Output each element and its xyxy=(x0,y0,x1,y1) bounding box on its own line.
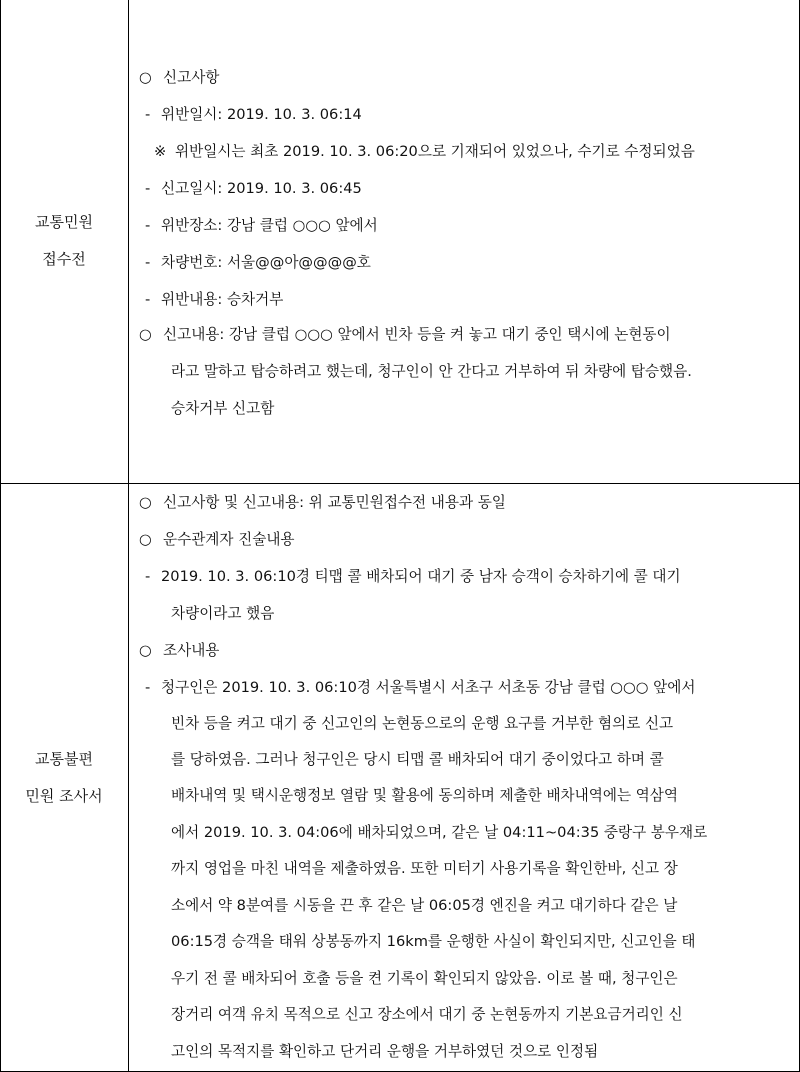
investigation-heading xyxy=(129,632,800,669)
line-text: 위반장소: 강남 클럽 ○○○ 앞에서 xyxy=(161,217,378,234)
dash-bullet: - xyxy=(145,254,151,271)
dash-bullet: - xyxy=(145,291,151,308)
line-text: 고인의 목적지를 확인하고 단거리 운행을 거부하였던 것으로 인정됨 xyxy=(171,1043,599,1060)
line-text: 승차거부 신고함 xyxy=(171,400,275,417)
section1-content xyxy=(129,0,800,483)
section1-label-line-1: 교통민원 xyxy=(35,213,93,231)
line-text: 신고내용: 강남 클럽 ○○○ 앞에서 빈차 등을 켜 놓고 대기 중인 택시에 논현동이 xyxy=(163,326,671,343)
line-text: 차량번호: 서울@@아@@@@호 xyxy=(161,254,371,271)
line-text: 배차내역 및 택시운행정보 열람 및 활용에 동의하며 제출한 배차내역에는 역삼역 xyxy=(171,787,678,804)
investigation-content-cont xyxy=(129,850,800,887)
investigation-content-cont xyxy=(129,960,800,997)
investigation-content xyxy=(129,669,800,706)
dash-bullet: - xyxy=(145,568,151,585)
report-content xyxy=(129,316,800,353)
line-text: 차량이라고 했음 xyxy=(171,605,275,622)
line-text: 빈차 등을 켜고 대기 중 신고인의 논현동으로의 운행 요구를 거부한 혐의로 신고 xyxy=(171,715,674,732)
circle-bullet: ○ xyxy=(139,642,152,659)
violation-datetime xyxy=(129,96,800,133)
operator-statement-heading xyxy=(129,521,800,558)
section2-label-line-2: 민원 조사서 xyxy=(25,787,103,805)
line-text: 운수관계자 진술내용 xyxy=(163,531,295,548)
line-text: 까지 영업을 마친 내역을 제출하였음. 또한 미터기 사용기록을 확인한바, 신고 장 xyxy=(171,860,678,877)
circle-bullet: ○ xyxy=(139,531,152,548)
line-text: 소에서 약 8분여를 시동을 끈 후 같은 날 06:05경 엔진을 켜고 대기하다 같은 날 xyxy=(171,897,678,914)
line-text: 장거리 여객 유치 목적으로 신고 장소에서 대기 중 논현동까지 기본요금거리인 신 xyxy=(171,1006,683,1023)
circle-bullet: ○ xyxy=(139,494,152,511)
violation-note xyxy=(129,133,800,170)
report-items-heading xyxy=(129,59,800,96)
circle-bullet: ○ xyxy=(139,326,152,343)
investigation-content-cont xyxy=(129,923,800,960)
line-text: 신고일시: 2019. 10. 3. 06:45 xyxy=(161,180,362,197)
dash-bullet: - xyxy=(145,217,151,234)
line-text: 신고사항 xyxy=(163,69,220,86)
section2-label xyxy=(0,741,128,815)
section1-label-line-2: 접수전 xyxy=(42,250,86,268)
investigation-content-cont xyxy=(129,1033,800,1070)
note-mark: ※ xyxy=(154,143,167,160)
line-text: 라고 말하고 탑승하려고 했는데, 청구인이 안 간다고 거부하여 뒤 차량에 탑승했음. xyxy=(171,363,692,380)
line-text: 청구인은 2019. 10. 3. 06:10경 서울특별시 서초구 서초동 강남 클럽 ○○○ 앞에서 xyxy=(161,679,696,696)
report-datetime xyxy=(129,170,800,207)
section1-label xyxy=(0,204,128,278)
vehicle-number xyxy=(129,244,800,281)
investigation-content-cont xyxy=(129,996,800,1033)
report-content-cont xyxy=(129,353,800,390)
dash-bullet: - xyxy=(145,106,151,123)
dash-bullet: - xyxy=(145,180,151,197)
line-text: 위반일시는 최초 2019. 10. 3. 06:20으로 기재되어 있었으나, 수기로 수정되었음 xyxy=(175,143,695,160)
investigation-content-cont xyxy=(129,777,800,814)
violation-content xyxy=(129,281,800,318)
circle-bullet: ○ xyxy=(139,69,152,86)
line-text: 위반일시: 2019. 10. 3. 06:14 xyxy=(161,106,362,123)
line-text: 조사내용 xyxy=(163,642,220,659)
line-text: 우기 전 콜 배차되어 호출 등을 켠 기록이 확인되지 않았음. 이로 볼 때, 청구인은 xyxy=(171,970,678,987)
investigation-content-cont xyxy=(129,887,800,924)
section2-content xyxy=(129,484,800,1071)
line-text: 2019. 10. 3. 06:10경 티맵 콜 배차되어 대기 중 남자 승객이 승차하기에 콜 대기 xyxy=(161,568,681,585)
dash-bullet: - xyxy=(145,679,151,696)
investigation-content-cont xyxy=(129,814,800,851)
table-border-left xyxy=(0,0,1,1072)
operator-statement xyxy=(129,558,800,595)
investigation-content-cont xyxy=(129,741,800,778)
line-text: 위반내용: 승차거부 xyxy=(161,291,284,308)
section2-label-line-1: 교통불편 xyxy=(35,750,93,768)
operator-statement-cont xyxy=(129,595,800,632)
line-text: 를 당하였음. 그러나 청구인은 당시 티맵 콜 배차되어 대기 중이었다고 하며 콜 xyxy=(171,751,664,768)
report-content-cont xyxy=(129,390,800,427)
line-text: 신고사항 및 신고내용: 위 교통민원접수전 내용과 동일 xyxy=(163,494,506,511)
line-text: 06:15경 승객을 태워 상봉동까지 16km를 운행한 사실이 확인되지만, 신고인을 태 xyxy=(171,933,696,950)
violation-place xyxy=(129,207,800,244)
line-text: 에서 2019. 10. 3. 04:06에 배차되었으며, 같은 날 04:11~04:35 중랑구 봉우재로 xyxy=(171,824,708,841)
investigation-content-cont xyxy=(129,705,800,742)
report-same-as-above xyxy=(129,484,800,521)
